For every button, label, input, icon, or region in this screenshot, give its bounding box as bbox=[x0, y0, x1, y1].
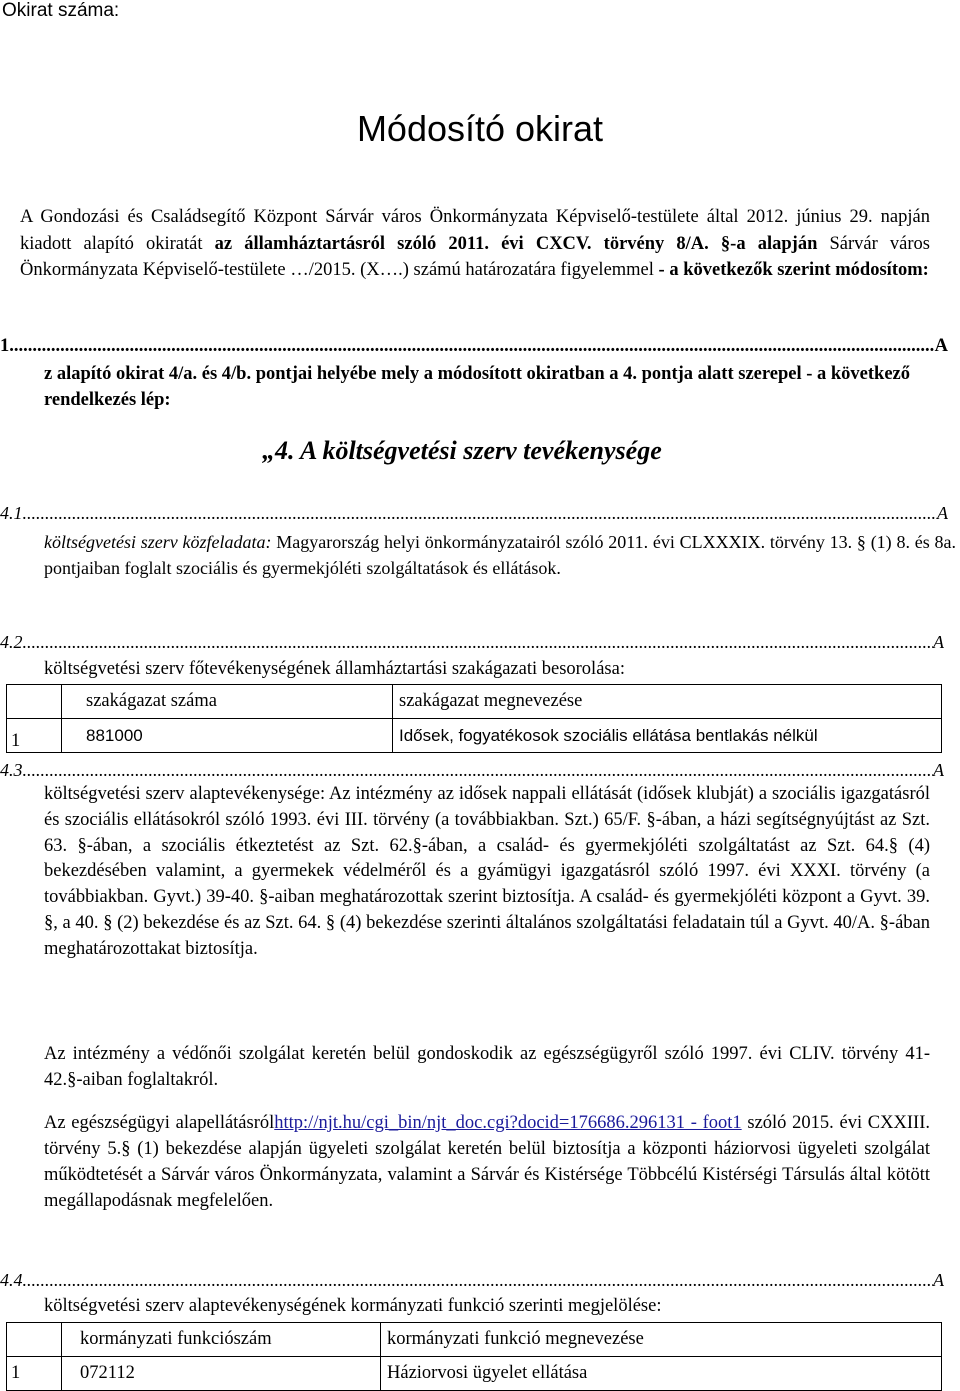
table-row bbox=[7, 1357, 942, 1391]
intro-paragraph bbox=[20, 204, 930, 284]
section-4-3-para-3 bbox=[44, 1110, 930, 1214]
table-header-cell: kormányzati funkció megnevezése bbox=[381, 1323, 942, 1357]
section-1-number: 1. bbox=[0, 336, 14, 356]
section-4-1-leader bbox=[0, 503, 948, 524]
section-4-4-leader bbox=[0, 1270, 944, 1291]
table-cell-code: 881000 bbox=[62, 719, 393, 753]
section-4-1-italic: költségvetési szerv közfeladata: bbox=[44, 532, 272, 552]
dot-leader bbox=[14, 336, 935, 357]
table-row-index: 1 bbox=[7, 719, 62, 753]
section-4-1-text: Magyarország helyi önkormányzatairól szóló 2011. évi CLXXXIX. törvény 13. § (1) 8. és 8a. pontjaiban foglalt szociális és gyermekjóléti szolgáltatások és ellátások. bbox=[44, 532, 956, 578]
section-4-heading: „4. A költségvetési szerv tevékenysége bbox=[262, 436, 662, 465]
intro-text-1: A Gondozási és Családsegítő Központ Sárvár város Önkormányzata Képviselő-testülete által 2012. június 29. napján kiadott alapító okiratát bbox=[20, 207, 930, 254]
table-row bbox=[7, 719, 942, 753]
para-3-text: szóló 2015. évi CXXIII. törvény 5.§ (1) bekezdése alapján ügyeleti szolgálat keretén belül biztosítja a központi háziorvosi ügyeleti szolgálat működtetését a Sárvár város Önkormányzata, valamint a Sárvár és Kistérsége Többcélú Kistérségi Társulás által kötött megállapodásnak megfelelően. bbox=[44, 1113, 930, 1211]
intro-bold-1: az államháztartásról szóló 2011. évi CXCV. törvény 8/A. §-a alapján bbox=[214, 233, 818, 254]
section-4-4-lead: A bbox=[933, 1270, 944, 1290]
table-header-cell: kormányzati funkciószám bbox=[62, 1323, 381, 1357]
table-cell-blank bbox=[7, 1323, 62, 1357]
table-cell-code: 072112 bbox=[62, 1357, 381, 1391]
table-cell-name: Idősek, fogyatékosok szociális ellátása bentlakás nélkül bbox=[393, 719, 942, 753]
table-header-row bbox=[7, 1323, 942, 1357]
section-4-4-number: 4.4 bbox=[0, 1270, 23, 1290]
table-header-cell: szakágazat megnevezése bbox=[393, 685, 942, 719]
section-4-3-body: költségvetési szerv alaptevékenysége: Az intézmény az idősek nappali ellátását (idősek klubját) a szociális igazgatásról és szociális ellátásokról szóló 1993. évi III. törvény (a továbbiakban. Szt.) 65/F. §-ában, a házi segítségnyújtást az Szt. 63. §-ában, a szociális étkeztetést az Szt. 62.§-ában, a család- és gyermekjóléti szolgáltatást az Szt. 64.§ (4) bekezdésében valamint, a gyermekek védelméről és a gyámügyi igazgatásról szóló 1997. évi XXXI. törvény (a továbbiakban. Gyvt.) 39-40. §-aiban meghatározottak szerint biztosítja. A család- és gyermekjóléti központ a Gyvt. 39. §, a 40. § (2) bekezdése és az Szt. 64. § (4) bekezdése szerinti általános szolgáltatási feladatain túl a Gyvt. 40/A. §-ában meghatározottakat biztosítja. bbox=[44, 784, 930, 959]
intro-bold-2: - a következők szerint módosítom: bbox=[658, 260, 929, 280]
table-cell-blank bbox=[7, 685, 62, 719]
section-4-1-lead: A bbox=[937, 503, 948, 523]
section-4-3-number: 4.3 bbox=[0, 760, 23, 780]
section-1-lead: A bbox=[934, 336, 948, 356]
dot-leader bbox=[23, 632, 934, 653]
section-4-2-lead: A bbox=[933, 632, 944, 652]
page-title: Módosító okirat bbox=[356, 108, 604, 149]
government-function-table bbox=[6, 1322, 942, 1391]
sector-classification-table bbox=[6, 684, 942, 753]
table-row-index: 1 bbox=[7, 1357, 62, 1391]
section-1-leader bbox=[0, 336, 948, 357]
section-4-1-number: 4.1 bbox=[0, 503, 23, 523]
section-4-1-body bbox=[44, 529, 956, 581]
section-4-3-lead: A bbox=[933, 760, 944, 780]
para-3-lead-text: Az egészségügyi alapellátásról bbox=[44, 1113, 275, 1133]
table-header-row bbox=[7, 685, 942, 719]
dot-leader bbox=[23, 760, 934, 781]
table-header-cell: szakágazat száma bbox=[62, 685, 393, 719]
dot-leader bbox=[23, 503, 938, 524]
section-1-body: z alapító okirat 4/a. és 4/b. pontjai helyébe mely a módosított okiratban a 4. pontja alatt szerepel - a következő rendelkezés lép: bbox=[44, 364, 911, 410]
section-4-2-number: 4.2 bbox=[0, 632, 23, 652]
document-number-label: Okirat száma: bbox=[2, 0, 120, 21]
section-4-2-leader bbox=[0, 632, 944, 653]
section-4-3-leader bbox=[0, 760, 944, 781]
section-4-3-para-2: Az intézmény a védőnői szolgálat keretén belül gondoskodik az egészségügyről szóló 1997. évi CLIV. törvény 41-42.§-aiban foglaltakról. bbox=[44, 1044, 930, 1090]
intro-text-2: Sárvár város Önkormányzata Képviselő-testülete …/2015. (X….) számú határozatára figyelemmel bbox=[20, 233, 930, 280]
table-cell-name: Háziorvosi ügyelet ellátása bbox=[381, 1357, 942, 1391]
njt-link[interactable]: http://njt.hu/cgi_bin/njt_doc.cgi?docid=176686.296131 - foot1 bbox=[274, 1113, 742, 1133]
section-4-4-body: költségvetési szerv alaptevékenységének kormányzati funkció szerinti megjelölése: bbox=[44, 1296, 662, 1316]
section-4-2-body: költségvetési szerv főtevékenységének államháztartási szakágazati besorolása: bbox=[44, 659, 625, 679]
dot-leader bbox=[23, 1270, 934, 1291]
